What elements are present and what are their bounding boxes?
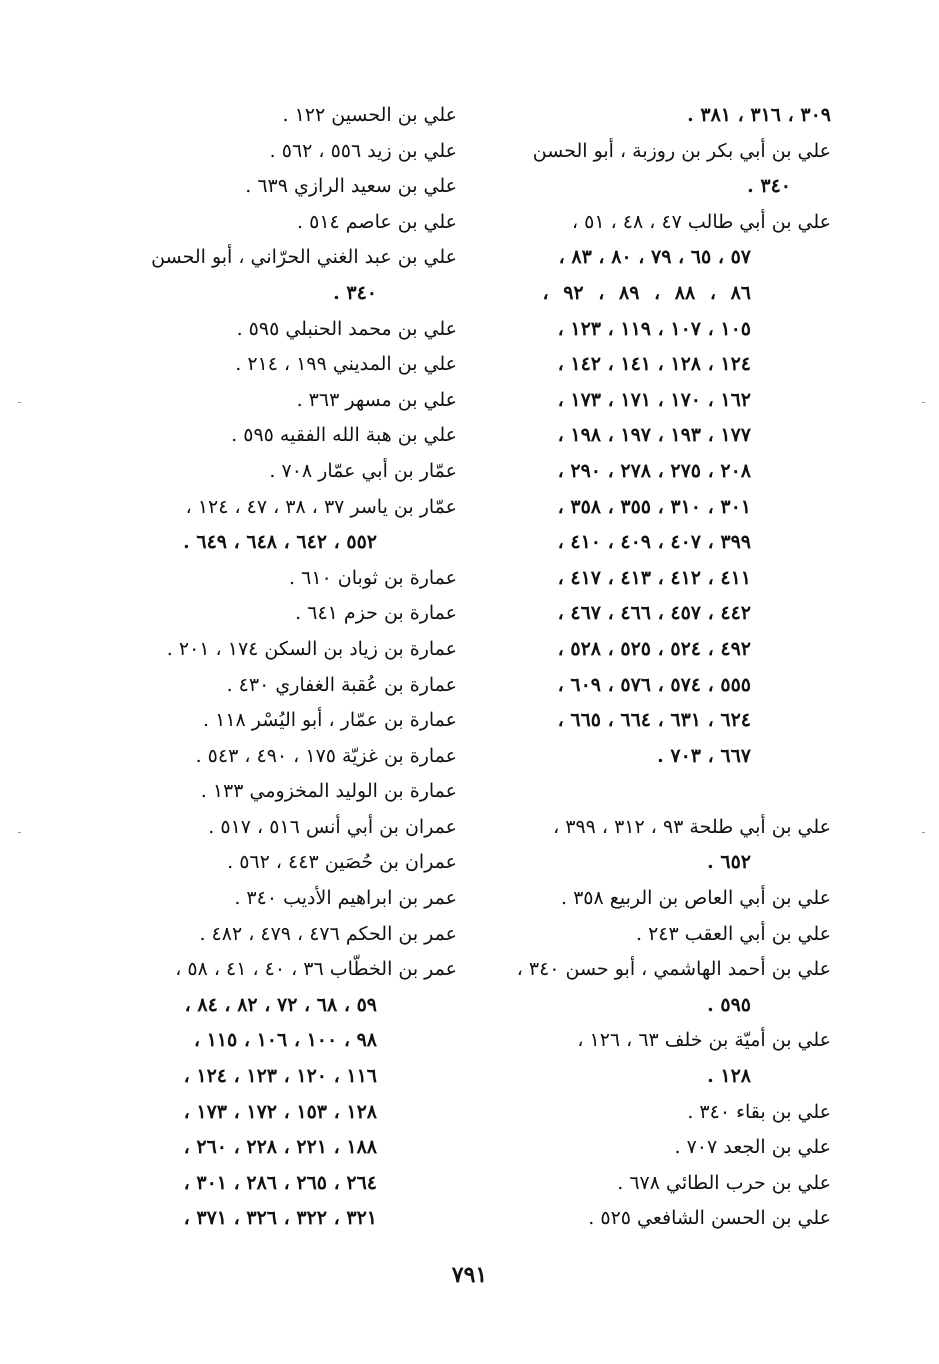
index-entry: عمارة بن ثوبان ٦١٠ . [289,566,457,589]
margin-mark [922,402,925,403]
index-entry: علي بن أبي بكر بن روزبة ، أبو الحسن [532,139,831,162]
index-line: ٣٤٠ . [747,175,791,198]
index-entry: عمر بن الحكم ٤٧٦ ، ٤٧٩ ، ٤٨٢ . [199,922,457,945]
index-line: ١٢٨ . [707,1065,751,1088]
index-entry: عمارة بن عُقبة الغفاري ٤٣٠ . [226,673,457,696]
index-column-left [117,98,457,1237]
index-line: ٥٥٢ ، ٦٤٢ ، ٦٤٨ ، ٦٤٩ . [183,531,377,554]
index-entry: علي بن أبي العاص بن الربيع ٣٥٨ . [560,887,831,910]
index-entry: عمارة بن حزم ٦٤١ . [295,602,457,625]
margin-mark [18,832,21,833]
index-line: ٦٥٢ . [707,851,751,874]
index-line: ١٢٨ ، ١٥٣ ، ١٧٢ ، ١٧٣ ، [183,1100,377,1123]
index-line: ٦٦٧ ، ٧٠٣ . [657,744,751,767]
index-entry: علي بن هبة الله الفقيه ٥٩٥ . [231,424,457,447]
index-entry: عمّار بن ياسر ٣٧ ، ٣٨ ، ٤٧ ، ١٢٤ ، [185,495,457,518]
index-line: ١٨٨ ، ٢٢١ ، ٢٢٨ ، ٢٦٠ ، [183,1136,377,1159]
index-entry: علي بن حرب الطائي ٦٧٨ . [617,1171,831,1194]
index-line: ٩٨ ، ١٠٠ ، ١٠٦ ، ١١٥ ، [193,1029,377,1052]
index-entry: علي بن سعيد الرازي ٦٣٩ . [245,175,457,198]
index-entry: علي بن زيد ٥٥٦ ، ٥٦٢ . [269,139,457,162]
index-line: ٣٢١ ، ٣٢٢ ، ٣٢٦ ، ٣٧١ ، [183,1207,377,1230]
index-entry: عمران بن حُصَين ٤٤٣ ، ٥٦٢ . [227,851,457,874]
index-line: ١١٦ ، ١٢٠ ، ١٢٣ ، ١٢٤ ، [183,1065,377,1088]
index-entry: علي بن الجعد ٧٠٧ . [674,1136,831,1159]
index-entry: عمارة بن الوليد المخزومي ١٣٣ . [200,780,457,803]
index-entry: علي بن عبد الغني الحرّاني ، أبو الحسن [151,246,457,269]
index-entry: علي بن أبي طالب ٤٧ ، ٤٨ ، ٥١ ، [571,210,831,233]
index-line: ٤٤٢ ، ٤٥٧ ، ٤٦٦ ، ٤٦٧ ، [557,602,751,625]
margin-mark [922,832,925,833]
page-number: ٧٩١ [451,1262,488,1288]
index-line: ١٢٤ ، ١٢٨ ، ١٤١ ، ١٤٢ ، [557,353,751,376]
index-entry: علي بن الحسين ١٢٢ . [282,104,457,126]
index-line: ٢٠٨ ، ٢٧٥ ، ٢٧٨ ، ٢٩٠ ، [557,459,751,482]
index-line: ٣٠٩ ، ٣١٦ ، ٣٨١ . [687,104,831,126]
index-line: ٢٦٤ ، ٢٦٥ ، ٢٨٦ ، ٣٠١ ، [183,1171,377,1194]
index-entry: علي بن المديني ١٩٩ ، ٢١٤ . [235,353,457,376]
index-spacer [491,774,831,810]
index-line: ٣٩٩ ، ٤٠٧ ، ٤٠٩ ، ٤١٠ ، [557,531,751,554]
index-entry: علي بن أبي العقب ٢٤٣ . [636,922,831,945]
index-line: ١٧٧ ، ١٩٣ ، ١٩٧ ، ١٩٨ ، [557,424,751,447]
index-entry: عمر بن الخطّاب ٣٦ ، ٤٠ ، ٤١ ، ٥٨ ، [175,958,457,981]
index-entry: علي بن محمد الحنبلي ٥٩٥ . [236,317,457,340]
index-line: ٦٢٤ ، ٦٣١ ، ٦٦٤ ، ٦٦٥ ، [557,709,751,732]
index-line: ١٦٢ ، ١٧٠ ، ١٧١ ، ١٧٣ ، [557,388,751,411]
index-entry: عمارة بن غزيّة ١٧٥ ، ٤٩٠ ، ٥٤٣ . [195,744,457,767]
index-entry: علي بن أميّة بن خلف ٦٣ ، ١٢٦ ، [577,1029,831,1052]
index-line: ٤٩٢ ، ٥٢٤ ، ٥٢٥ ، ٥٢٨ ، [557,637,751,660]
index-line: ٥٧ ، ٦٥ ، ٧٩ ، ٨٠ ، ٨٣ ، [558,246,751,269]
index-entry: عمارة بن عمّار ، أبو اليُسْر ١١٨ . [203,709,457,732]
index-line: ١٠٥ ، ١٠٧ ، ١١٩ ، ١٢٣ ، [557,317,751,340]
index-line: ٥٥٥ ، ٥٧٤ ، ٥٧٦ ، ٦٠٩ ، [557,673,751,696]
index-entry: علي بن أحمد الهاشمي ، أبو حسن ٣٤٠ ، [516,958,831,981]
index-entry: عمر بن ابراهيم الأديب ٣٤٠ . [234,887,457,910]
index-entry: علي بن الحسن الشافعي ٥٢٥ . [588,1207,831,1230]
index-column-right [491,98,831,1237]
index-entry: علي بن بقاء ٣٤٠ . [687,1100,831,1123]
index-entry: عمران بن أبي أنس ٥١٦ ، ٥١٧ . [208,815,457,838]
index-entry: علي بن مسهر ٣٦٣ . [296,388,457,411]
margin-mark [18,402,21,403]
index-line: ٥٩ ، ٦٨ ، ٧٢ ، ٨٢ ، ٨٤ ، [184,993,377,1016]
index-entry: علي بن أبي طلحة ٩٣ ، ٣١٢ ، ٣٩٩ ، [553,815,831,838]
index-entry: علي بن عاصم ٥١٤ . [297,210,457,233]
index-entry: عمارة بن زياد بن السكن ١٧٤ ، ٢٠١ . [166,637,457,660]
index-entry: عمّار بن أبي عمّار ٧٠٨ . [269,459,457,482]
index-line: ٣٠١ ، ٣١٠ ، ٣٥٥ ، ٣٥٨ ، [557,495,751,518]
index-line: ٥٩٥ . [707,993,751,1016]
index-line: ٨٦ ، ٨٨ ، ٨٩ ، ٩٢ ، [542,281,751,304]
index-line: ٤١١ ، ٤١٢ ، ٤١٣ ، ٤١٧ ، [557,566,751,589]
index-line: ٣٤٠ . [333,281,377,304]
